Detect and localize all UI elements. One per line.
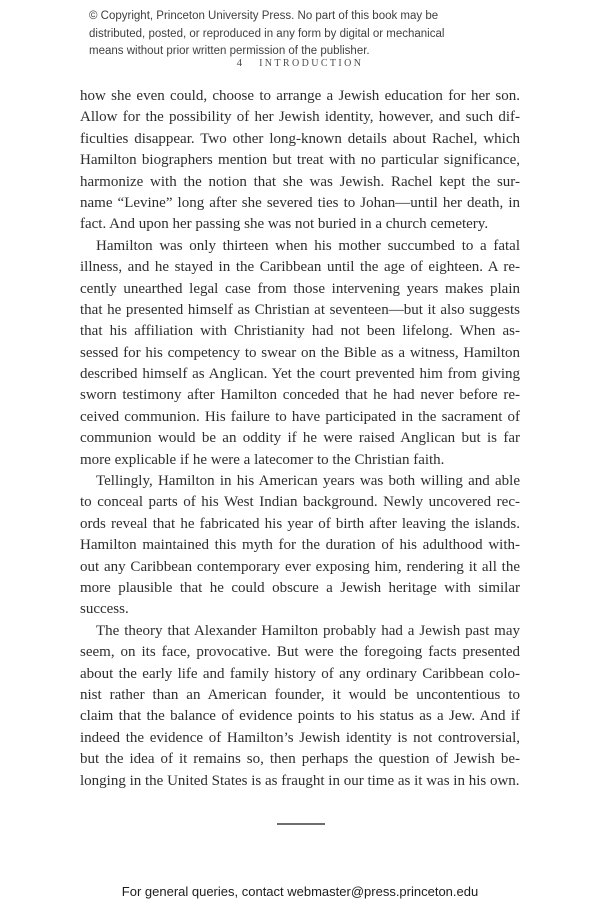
text-line: The theory that Alexander Hamilton probably had a Jewish past may [96,622,520,639]
text-line: more plausible that he could obscure a Jewish heritage with similar [80,579,520,596]
text-line: more explicable if he were a latecomer to the Christian faith. [80,451,445,468]
text-line: Tellingly, Hamilton in his American years was both willing and able [96,473,520,490]
text-line: cently unearthed legal case from those intervening years makes plain [80,280,520,297]
text-line: seem, on its face, provocative. But were the foregoing facts presented [80,644,520,661]
text-line: illness, and he stayed in the Caribbean until the age of eighteen. A re- [80,259,520,276]
text-line: how she even could, choose to arrange a Jewish education for her son. [80,88,520,104]
text-line: that he presented himself as Christian at seventeen—but it also suggests [80,301,520,318]
text-line: longing in the United States is as fraught in our time as it was in his own. [80,772,520,789]
text-line: claim that the balance of evidence points to his status as a Jew. And if [80,708,520,725]
copyright-line: distributed, posted, or reproduced in any form by digital or mechanical [89,27,445,40]
text-line: nist rather than an American founder, it would be uncontentious to [80,686,520,703]
text-line: ords reveal that he fabricated his year of birth after leaving the islands. [80,515,520,532]
text-line: ficulties disappear. Two other long-known details about Rachel, which [80,130,520,147]
text-line: to conceal parts of his West Indian background. Newly uncovered rec- [80,494,520,511]
text-line: name “Levine” long after she severed ties to Johan—until her death, in [80,194,520,211]
copyright-line: © Copyright, Princeton University Press. No part of this book may be [89,10,439,22]
chapter-title: INTRODUCTION [259,58,364,69]
footer-queries-line: For general queries, contact webmaster@press.princeton.edu [121,884,479,899]
text-line: about the early life and family history of any ordinary Caribbean colo- [80,665,520,682]
text-line: Hamilton maintained this myth for the duration of his adulthood with- [80,537,520,554]
text-line: Hamilton was only thirteen when his mother succumbed to a fatal [96,237,520,254]
text-line: out any Caribbean contemporary ever exposing him, rendering it all the [80,558,520,575]
text-line: ceived communion. His failure to have participated in the sacrament of [80,408,520,425]
section-divider [277,823,325,825]
text-line: harmonize with the notion that she was Jewish. Rachel kept the sur- [80,173,520,190]
body-text [80,86,520,792]
text-line: indeed the evidence of Hamilton’s Jewish identity is not controversial, [80,729,520,746]
text-line: sworn testimony after Hamilton conceded that he had never before re- [80,387,520,404]
text-line: success. [80,601,129,618]
text-line: fact. And upon her passing she was not buried in a church cemetery. [80,216,489,233]
running-head [0,53,600,71]
text-line: communion would be an oddity if he were raised Anglican but is far [80,430,520,447]
page-number: 4 [236,57,244,69]
text-line: Hamilton biographers mention but treat with no particular significance, [80,152,520,169]
text-line: sessed for his competency to swear on the Bible as a witness, Hamilton [80,344,520,361]
text-line: but the idea of it remains so, then perhaps the question of Jewish be- [80,751,520,768]
copyright-line: means without prior written permission of the publisher. [89,45,370,57]
text-line: that his affiliation with Christianity had not been lifelong. When as- [80,323,520,340]
text-line: Allow for the possibility of her Jewish identity, however, and such dif- [80,109,520,126]
text-line: described himself as Anglican. Yet the court prevented him from giving [80,366,520,383]
